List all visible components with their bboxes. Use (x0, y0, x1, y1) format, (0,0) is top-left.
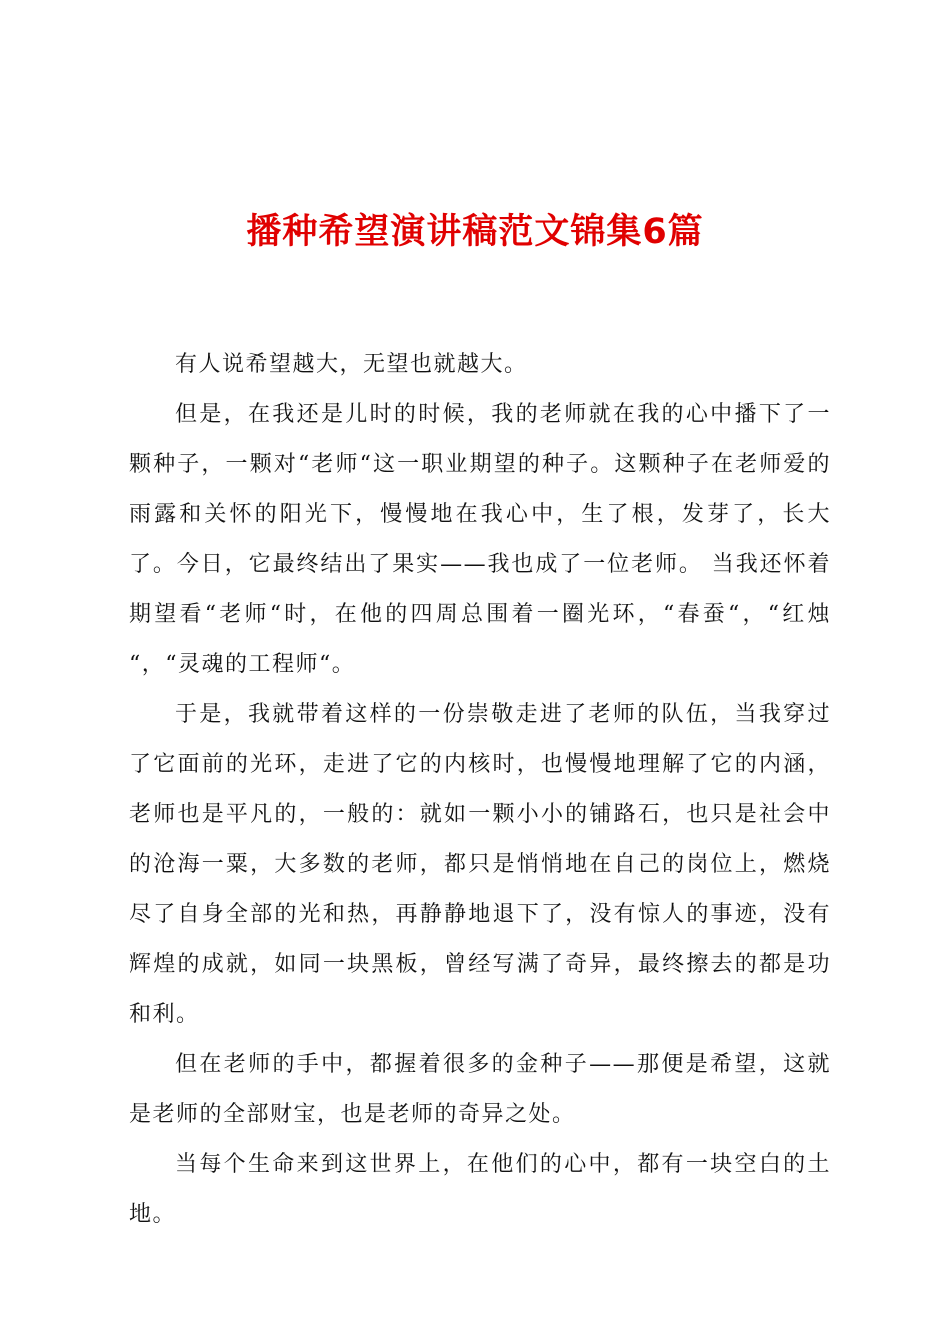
paragraph: 于是，我就带着这样的一份崇敬走进了老师的队伍，当我穿过了它面前的光环，走进了它的内核时，也慢慢地理解了它的内涵，老师也是平凡的，一般的：就如一颗小小的铺路石，也只是社会中的沧海一粟，大多数的老师，都只是悄悄地在自己的岗位上，燃烧尽了自身全部的光和热，再静静地退下了，没有惊人的事迹，没有辉煌的成就，如同一块黑板，曾经写满了奇异，最终擦去的都是功和利。 (129, 702, 831, 1027)
paragraph: 当每个生命来到这世界上，在他们的心中，都有一块空白的土地。 (129, 1152, 831, 1227)
paragraph: 有人说希望越大，无望也就越大。 (175, 352, 528, 377)
paragraph: 但是，在我还是儿时的时候，我的老师就在我的心中播下了一颗种子，一颗对“老师“这一职业期望的种子。这颗种子在老师爱的雨露和关怀的阳光下，慢慢地在我心中，生了根，发芽了，长大了。今日，它最终结出了果实——我也成了一位老师。 当我还怀着期望看“老师“时，在他的四周总围着一圈光环，“春蚕“，“红烛 “，“灵魂的工程师“。 (129, 402, 831, 677)
document-body (129, 340, 831, 1240)
document-title: 播种希望演讲稿范文锦集6篇 (246, 212, 704, 252)
paragraph: 但在老师的手中，都握着很多的金种子——那便是希望，这就是老师的全部财宝，也是老师的奇异之处。 (129, 1052, 831, 1127)
